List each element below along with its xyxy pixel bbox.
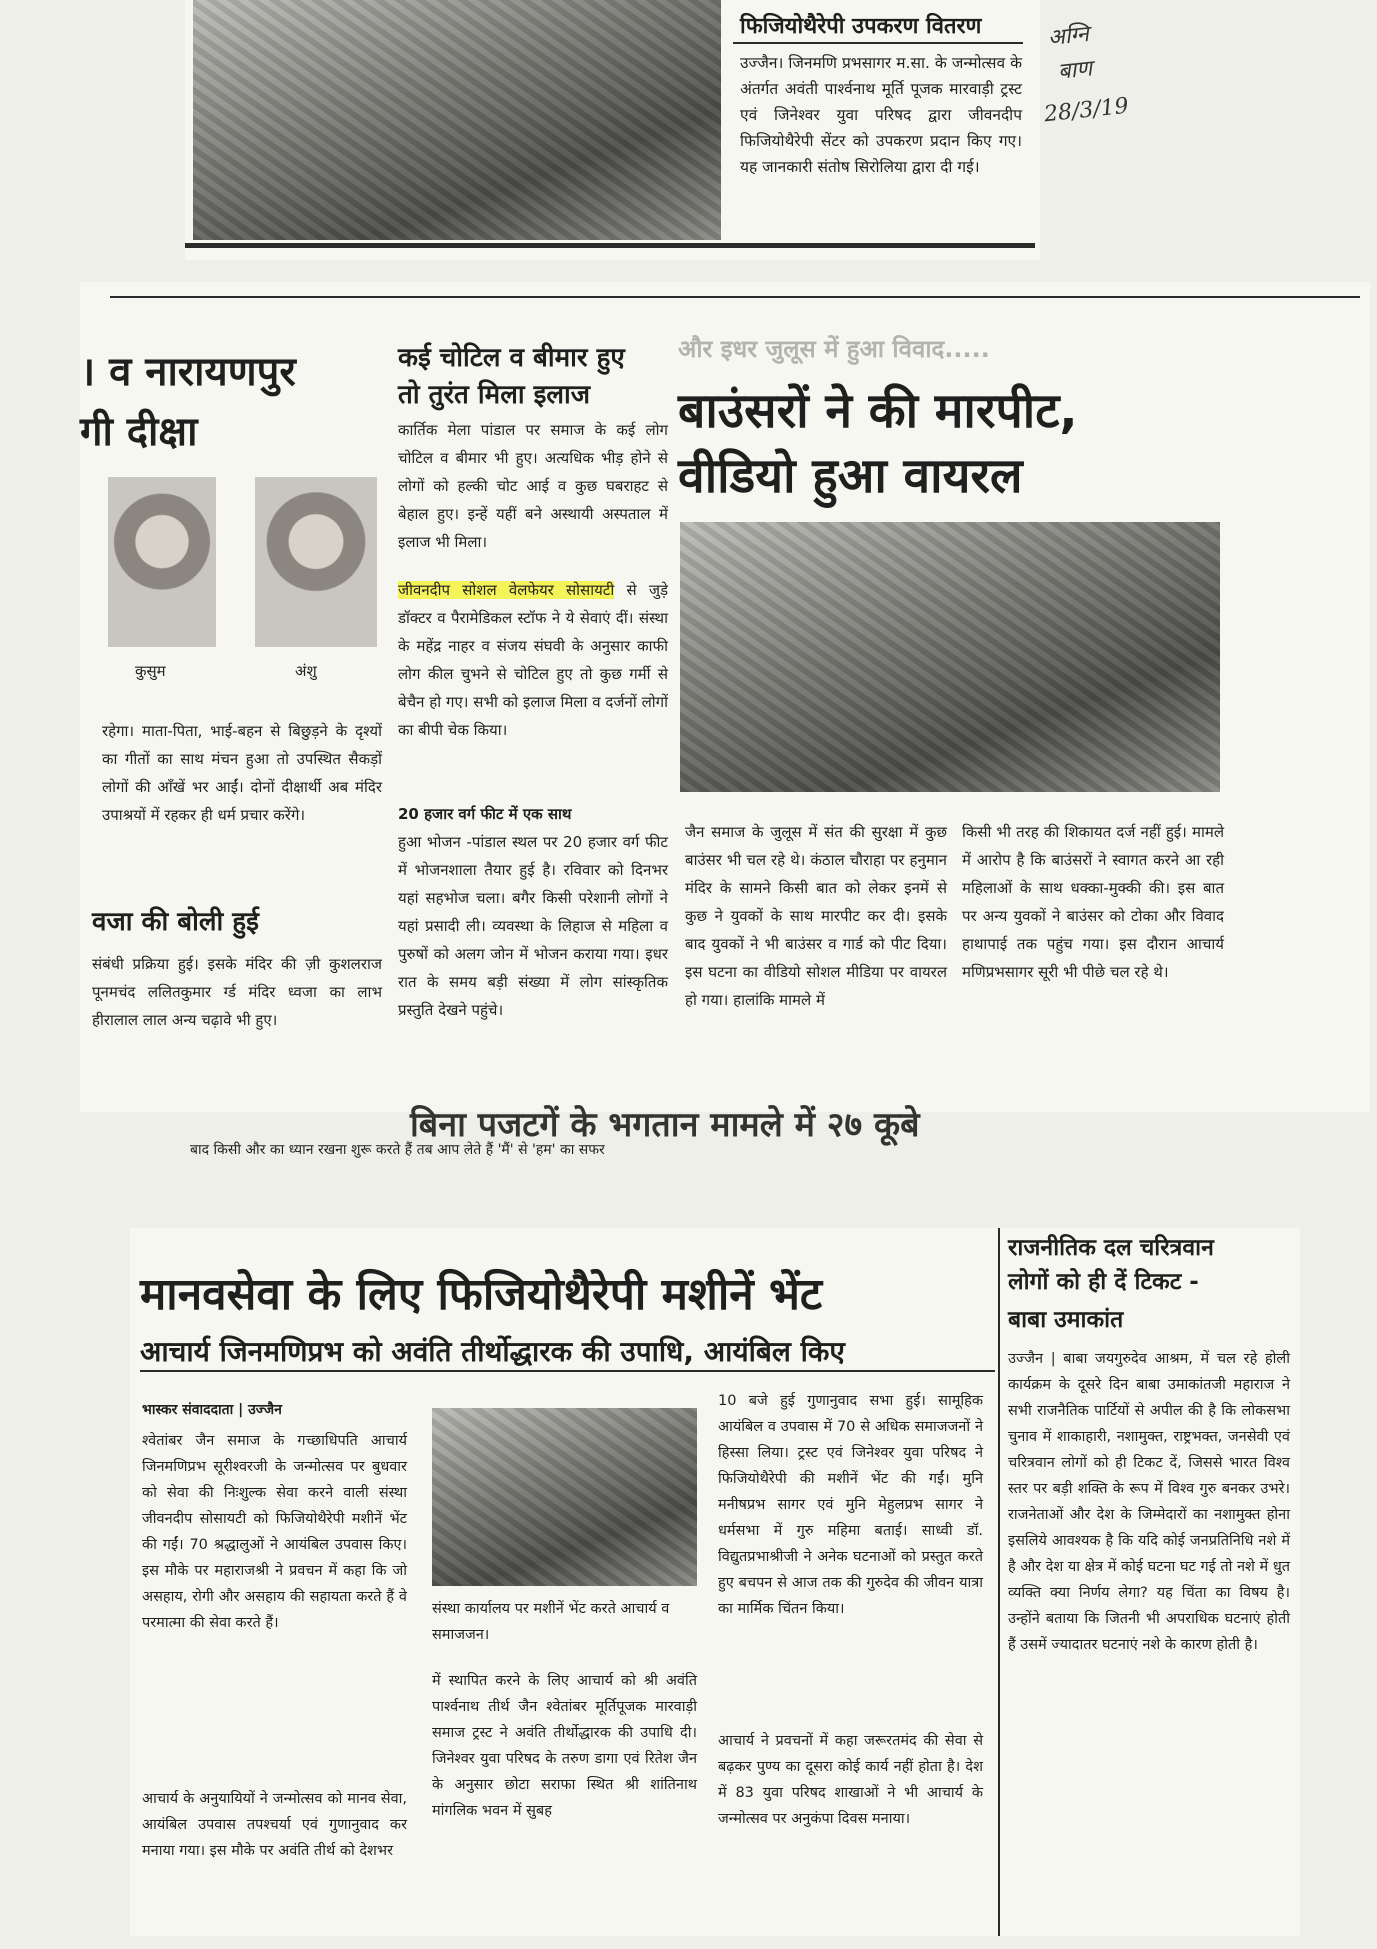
clip1-body: उज्जैन। जिनमणि प्रभसागर म.सा. के जन्मोत्सव के अंतर्गत अवंती पार्श्वनाथ मूर्ति पूजक मारवाड़ी ट्रस्ट एवं जिनेश्वर युवा परिषद द्वारा जीवनदीप फिजियोथैरेपी सेंटर को उपकरण प्रदान किए गए। यह जानकारी संतोष सिरोलिया द्वारा दी गई।	[740, 54, 1022, 176]
clip3-subheadline: आचार्य जिनमणिप्रभ को अवंति तीर्थोद्धारक की उपाधि, आयंबिल किए	[140, 1335, 845, 1368]
mid-body-a: कार्तिक मेला पांडाल पर समाज के कई लोग चोटिल व बीमार भी हुए। अत्यधिक भीड़ होने से लोगों को हल्की चोट आई व कुछ घबराहट से बेहाल हुए। इन्हें यहीं बने अस्थायी अस्पताल में इलाज भी मिला।	[398, 421, 668, 551]
side-headline-3: बाबा उमाकांत	[1008, 1307, 1124, 1333]
left-body-2: संबंधी प्रक्रिया हुई। इसके मंदिर की ज़ी कुशलराज पूनमचंद ललितकुमार र्ग्ड मंदिर ध्वजा का लाभ हीरालाल लाल अन्य चढ़ावे भी हुए।	[92, 955, 382, 1029]
photo-underline	[185, 243, 1035, 248]
main-headline-1: बाउंसरों ने की मारपीट,	[678, 383, 1078, 439]
portrait-kusum	[108, 477, 216, 647]
clip3-col1-b: आचार्य के अनुयायियों ने जन्मोत्सव को मानव सेवा, आयंबिल उपवास तपश्चर्या एवं गुणानुवाद कर मनाया गया। इस मौके पर अवंति तीर्थ को देशभर	[142, 1791, 407, 1859]
clip2-top-rule	[110, 296, 1360, 298]
clip3-photo-caption: संस्था कार्यालय पर मशीनें भेंट करते आचार्य व समाजजन।	[432, 1601, 670, 1643]
main-body-col-2: किसी भी तरह की शिकायत दर्ज नहीं हुई। मामले में आरोप है कि बाउंसरों ने स्वागत करने आ रही महिलाओं के साथ धक्का-मुक्की की। इस बात पर अन्य युवकों ने बाउंसर को टोका और विवाद हाथापाई तक पहुंच गया। इस दौरान आचार्य मणिप्रभसागर सूरी भी पीछे चल रहे थे।	[962, 823, 1224, 981]
main-body-col-1: जैन समाज के जुलूस में संत की सुरक्षा में कुछ बाउंसर भी चल रहे थे। कंठाल चौराहा पर हनुमान मंदिर के सामने किसी बात को लेकर इनमें से कुछ ने युवकों के साथ मारपीट कर दी। इसके बाद युवकों ने भी बाउंसर व गार्ड को पीट दिया। इस घटना का वीडियो सोशल मीडिया पर वायरल हो गया। हालांकि मामले में	[685, 823, 947, 1009]
clip3-column-divider	[998, 1228, 1000, 1936]
clip3-col2: में स्थापित करने के लिए आचार्य को श्री अवंति पार्श्वनाथ तीर्थ जैन श्वेतांबर मूर्तिपूजक मारवाड़ी समाज ट्रस्ट ने अवंति तीर्थोद्धारक की उपाधि दी। जिनेश्वर युवा परिषद के तरुण डागा एवं रितेश जैन के अनुसार छोटा सराफा स्थित श्री शांतिनाथ मांगलिक भवन में सुबह	[432, 1673, 697, 1819]
left-headline-2: गी दीक्षा	[80, 409, 198, 455]
mid-body-highlight	[398, 576, 668, 744]
left-body: रहेगा। माता-पिता, भाई-बहन से बिछुड़ने के दृश्यों का गीतों का साथ मंचन हुआ तो उपस्थित सैकड़ों लोगों की आँखें भर आईं। दोनों दीक्षार्थी अब मंदिर उपाश्रयों में रहकर ही धर्म प्रचार करेंगे।	[102, 722, 382, 824]
portrait-caption-anshu: अंशु	[295, 662, 317, 680]
portrait-caption-kusum: कुसुम	[135, 662, 166, 680]
highlighted-society-name: जीवनदीप सोशल वेलफेयर सोसायटी	[398, 581, 615, 599]
mid-body-b: से जुड़े डॉक्टर व पैरामेडिकल स्टॉफ ने ये सेवाएं दीं। संस्था के महेंद्र नाहर व संजय संघवी के अनुसार काफी लोग कील चुभने से चोटिल हुए तो कुछ गर्मी से बेचैन हो गए। सभी को इलाज मिला व दर्जनों लोगों का बीपी चेक किया।	[398, 581, 668, 739]
clip3-col3-b: आचार्य ने प्रवचनों में कहा जरूरतमंद की सेवा से बढ़कर पुण्य का दूसरा कोई कार्य नहीं होता है। देश में 83 युवा परिषद शाखाओं ने भी आचार्य के जन्मोत्सव पर अनुकंपा दिवस मनाया।	[718, 1733, 983, 1827]
mid-subhead: 20 हजार वर्ग फीट में एक साथ	[398, 805, 572, 823]
cut-strip-text: बाद किसी और का ध्यान रखना शुरू करते हैं तब आप लेते हैं 'मैं' से 'हम' का सफर	[190, 1142, 605, 1158]
news-photo-procession	[680, 522, 1220, 792]
clip3-subhead-rule	[140, 1370, 995, 1372]
clip3-col1: श्वेतांबर जैन समाज के गच्छाधिपति आचार्य जिनमणिप्रभ सूरीश्वरजी के जन्मोत्सव पर बुधवार को सेवा की निःशुल्क सेवा करने वाली संस्था जीवनदीप सोसायटी को फिजियोथैरेपी मशीनें भेंट की गईं। 70 श्रद्धालुओं ने आयंबिल उपवास किए। इस मौके पर महाराजश्री ने प्रवचन में कहा कि जो असहाय, रोगी और असहाय की सहायता करते हैं वे परमात्मा की सेवा करते हैं।	[142, 1433, 407, 1631]
clip-physio-distribution	[185, 0, 1040, 260]
kicker: और इधर जुलूस में हुआ विवाद.....	[678, 335, 990, 363]
cut-headline: बिना पजटगें के भगतान मामले में २७ कूबे	[410, 1105, 920, 1145]
mid-headline-1: कई चोटिल व बीमार हुए	[398, 343, 625, 373]
left-headline-1: । व नारायणपुर	[80, 349, 296, 395]
clip1-title: फिजियोथैरेपी उपकरण वितरण	[740, 14, 982, 39]
news-photo-top	[193, 0, 721, 240]
clip-physio-machines	[130, 1228, 1300, 1936]
news-photo-machines	[432, 1408, 697, 1586]
main-headline-2: वीडियो हुआ वायरल	[678, 448, 1023, 504]
mid-headline-2: तो तुरंत मिला इलाज	[398, 380, 591, 410]
clip1-title-rule	[733, 42, 1023, 44]
clip3-headline: मानवसेवा के लिए फिजियोथैरेपी मशीनें भेंट	[140, 1269, 823, 1320]
clip-diksha-bouncers	[80, 282, 1370, 1145]
mid-body-c: हुआ भोजन -पांडाल स्थल पर 20 हजार वर्ग फीट में भोजनशाला तैयार हुई है। रविवार को दिनभर यहां सहभोज चला। बगैर किसी परेशानी लोगों ने यहां प्रसादी ली। व्यवस्था के लिहाज से महिला व पुरुषों को अलग जोन में भोजन कराया गया। इधर रात के समय बड़ी संख्या में लोग सांस्कृतिक प्रस्तुति देखने पहुंचे।	[398, 833, 668, 1019]
clip3-dateline: भास्कर संवाददाता | उज्जैन	[142, 1402, 282, 1418]
clip3-col3: 10 बजे हुई गुणानुवाद सभा हुई। सामूहिक आयंबिल व उपवास में 70 से अधिक समाजजनों ने हिस्सा लिया। ट्रस्ट एवं जिनेश्वर युवा परिषद ने फिजियोथैरेपी की मशीनें भेंट की गईं। मुनि मनीषप्रभ सागर एवं मुनि मेहुलप्रभ सागर ने धर्मसभा में गुरु महिमा बताई। साध्वी डॉ. विद्युतप्रभाश्रीजी ने अनेक घटनाओं को प्रस्तुत करते हुए बचपन से आज तक की गुरुदेव की जीवन यात्रा का मार्मिक चिंतन किया।	[718, 1393, 983, 1617]
side-headline-2: लोगों को ही दें टिकट -	[1008, 1269, 1199, 1295]
portrait-anshu	[255, 477, 377, 647]
left-subhead: वजा की बोली हुई	[92, 907, 259, 937]
side-headline-1: राजनीतिक दल चरित्रवान	[1008, 1235, 1214, 1261]
side-body: उज्जैन | बाबा जयगुरुदेव आश्रम, में चल रहे होली कार्यक्रम के दूसरे दिन बाबा उमाकांतजी महाराज ने सभी राजनैतिक पार्टियों से अपील की है कि लोकसभा चुनाव में शाकाहारी, नशामुक्त, राष्ट्रभक्त, जनसेवी एवं चरित्रवान लोगों को ही टिकट दें, जिससे भारत विश्व स्तर पर बड़ी शक्ति के रूप में विश्व गुरु बनकर उभरे। राजनेताओं और देश के जिम्मेदारों का नशामुक्त होना इसलिये आवश्यक है कि यदि कोई जनप्रतिनिधि नशे में है और देश या क्षेत्र में कोई घटना घट गई तो नशे में धुत व्यक्ति क्या निर्णय लेगा? यह चिंता का विषय है। उन्होंने बताया कि जितनी भी अपराधिक घटनाएं होती हैं उसमें ज्यादातर घटनाएं नशे के कारण होती है।	[1008, 1351, 1290, 1653]
